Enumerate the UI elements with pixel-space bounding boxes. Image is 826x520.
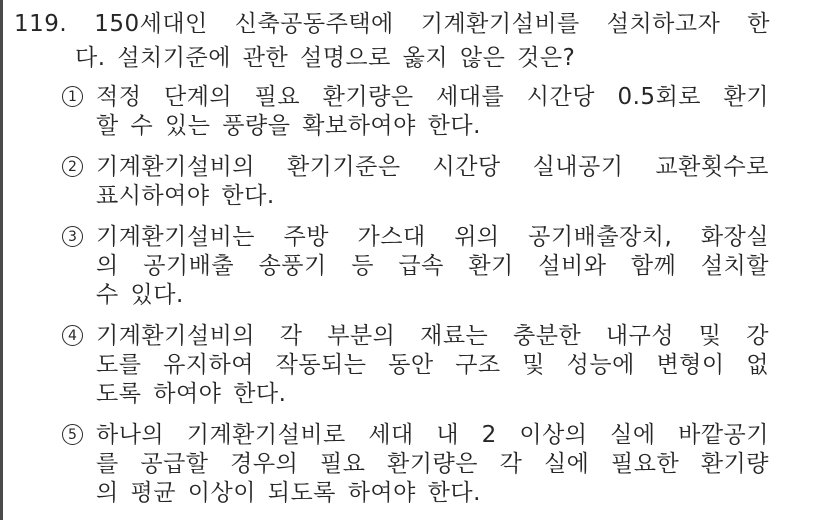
option-2-number-badge: 2 bbox=[62, 156, 83, 177]
option-line: 적정 단계의 필요 환기량은 세대를 시간당 0.5회로 환기 bbox=[96, 84, 769, 110]
option-5 bbox=[62, 421, 770, 508]
option-line: 를 공급할 경우의 필요 환기량은 각 실에 필요한 환기량 bbox=[96, 451, 769, 477]
question-block bbox=[14, 7, 770, 520]
left-column-divider bbox=[0, 0, 3, 520]
option-line: 기계환기설비는 주방 가스대 위의 공기배출장치, 화장실 bbox=[96, 224, 769, 250]
option-3 bbox=[62, 223, 770, 310]
option-line: 수 있다. bbox=[96, 282, 184, 308]
question-title bbox=[14, 7, 770, 75]
option-1 bbox=[62, 83, 770, 141]
option-3-text bbox=[96, 223, 769, 310]
option-4-number-badge: 4 bbox=[62, 325, 83, 346]
option-1-text bbox=[96, 83, 769, 141]
option-line: 표시하여야 한다. bbox=[96, 183, 275, 209]
options-list bbox=[62, 83, 770, 508]
option-1-number-badge: 1 bbox=[62, 86, 83, 107]
option-2-text bbox=[96, 153, 769, 211]
option-3-number-badge: 3 bbox=[62, 226, 83, 247]
question-text-line-1: 150세대인 신축공동주택에 기계환기설비를 설치하고자 한 bbox=[94, 11, 770, 37]
option-line: 하나의 기계환기설비로 세대 내 2 이상의 실에 바깥공기 bbox=[96, 422, 769, 448]
question-title-line-1 bbox=[14, 7, 770, 41]
option-2 bbox=[62, 153, 770, 211]
option-line: 도를 유지하여 작동되는 동안 구조 및 성능에 변형이 없 bbox=[96, 352, 769, 378]
question-text-line-2: 다. 설치기준에 관한 설명으로 옳지 않은 것은? bbox=[75, 45, 576, 71]
option-line: 기계환기설비의 환기기준은 시간당 실내공기 교환횟수로 bbox=[96, 154, 769, 180]
question-title-line-2 bbox=[75, 41, 770, 75]
option-line: 의 공기배출 송풍기 등 급속 환기 설비와 함께 설치할 bbox=[96, 253, 769, 279]
option-line: 의 평균 이상이 되도록 하여야 한다. bbox=[96, 480, 481, 506]
question-number: 119. bbox=[14, 11, 68, 37]
option-line: 도록 하여야 한다. bbox=[96, 381, 287, 407]
option-5-number-badge: 5 bbox=[62, 424, 83, 445]
option-5-text bbox=[96, 421, 769, 508]
option-4 bbox=[62, 322, 770, 409]
option-line: 할 수 있는 풍량을 확보하여야 한다. bbox=[96, 113, 481, 139]
option-4-text bbox=[96, 322, 769, 409]
option-line: 기계환기설비의 각 부분의 재료는 충분한 내구성 및 강 bbox=[96, 323, 769, 349]
